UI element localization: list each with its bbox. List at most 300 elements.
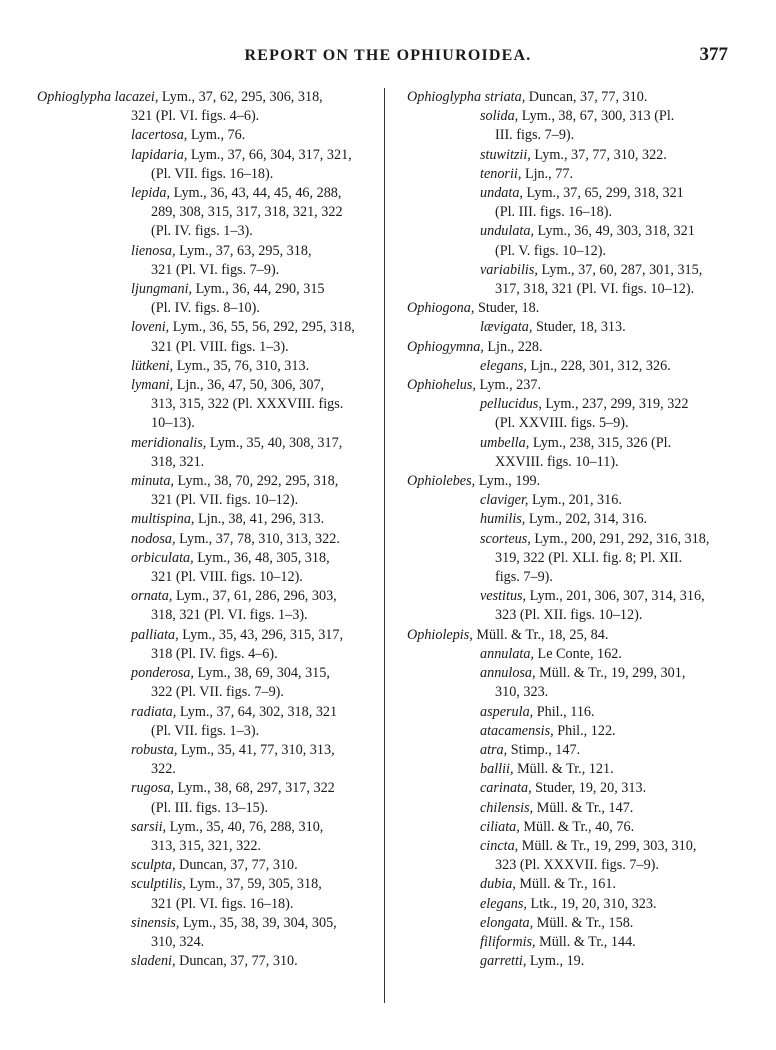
entry-continuation: [37, 606, 375, 625]
entry-line: [37, 779, 375, 798]
reference-text: Lym., 36, 48, 305, 318,: [197, 549, 330, 566]
species-name: sculptilis,: [131, 876, 190, 893]
reference-text: Lym., 38, 69, 304, 315,: [197, 665, 330, 682]
index-entry: [407, 875, 755, 894]
reference-text: Ljn., 36, 47, 50, 306, 307,: [176, 377, 325, 394]
index-entry: [407, 664, 755, 702]
reference-text: (Pl. V. figs. 10–12).: [495, 242, 607, 259]
entry-line: [37, 664, 375, 683]
reference-text: Lym., 201, 306, 307, 314, 316,: [529, 588, 705, 605]
species-name: elegans,: [480, 357, 531, 374]
entry-line: [407, 818, 755, 837]
reference-text: Studer, 18.: [477, 300, 540, 317]
species-name: dubia,: [480, 876, 520, 893]
reference-text: 323 (Pl. XXXVII. figs. 7–9).: [495, 857, 659, 874]
reference-text: Lym., 35, 43, 296, 315, 317,: [182, 626, 344, 643]
entry-line: [407, 107, 755, 126]
species-name: minuta,: [131, 473, 178, 490]
reference-text: 317, 318, 321 (Pl. VI. figs. 10–12).: [495, 281, 695, 298]
entry-line: [37, 126, 375, 145]
reference-text: Müll. & Tr., 158.: [536, 914, 634, 931]
reference-text: 323 (Pl. XII. figs. 10–12).: [495, 607, 643, 624]
reference-text: Lym., 237, 299, 319, 322: [545, 396, 689, 413]
reference-text: (Pl. IV. figs. 8–10).: [151, 300, 260, 317]
entry-continuation: [407, 568, 755, 587]
entry-continuation: [37, 799, 375, 818]
reference-text: Müll. & Tr., 144.: [539, 933, 636, 950]
index-entry: [407, 357, 755, 376]
reference-text: Lym., 37, 63, 295, 318,: [179, 242, 312, 259]
index-entry: [37, 875, 375, 913]
reference-text: Müll. & Tr., 161.: [519, 876, 617, 893]
index-entry: [407, 587, 755, 625]
reference-text: Lym., 36, 49, 303, 318, 321: [537, 223, 695, 240]
index-entry: [37, 126, 375, 145]
reference-text: Duncan, 37, 77, 310.: [179, 953, 298, 970]
reference-text: Phil., 122.: [557, 722, 616, 739]
reference-text: Lym., 237.: [479, 377, 541, 394]
entry-continuation: [37, 107, 375, 126]
species-name: claviger,: [480, 492, 533, 509]
genus-name: Ophiogona,: [407, 300, 478, 317]
entry-line: [407, 434, 755, 453]
entry-line: [407, 895, 755, 914]
species-name: rugosa,: [131, 780, 178, 797]
index-entry: [407, 895, 755, 914]
species-name: meridionalis,: [131, 434, 210, 451]
reference-text: (Pl. XXVIII. figs. 5–9).: [495, 415, 629, 432]
species-name: scorteus,: [480, 530, 535, 547]
reference-text: 321 (Pl. VIII. figs. 1–3).: [151, 338, 289, 355]
index-entry: [407, 107, 755, 145]
entry-continuation: [407, 242, 755, 261]
index-entry: [37, 318, 375, 356]
reference-text: Phil., 116.: [536, 703, 595, 720]
reference-text: Lym., 37, 64, 302, 318, 321: [179, 703, 338, 720]
entry-line: [37, 184, 375, 203]
entry-line: [407, 914, 755, 933]
entry-line: [407, 530, 755, 549]
entry-line: [407, 357, 755, 376]
reference-text: 322 (Pl. VII. figs. 7–9).: [151, 684, 284, 701]
index-entry: [407, 530, 755, 588]
index-entry: [37, 779, 375, 817]
entry-continuation: [37, 895, 375, 914]
species-name: garretti,: [480, 953, 530, 970]
index-entry: [407, 434, 755, 472]
index-entry: [407, 703, 755, 722]
entry-line: [407, 395, 755, 414]
entry-line: [407, 875, 755, 894]
entry-continuation: [37, 760, 375, 779]
species-name: umbella,: [480, 434, 533, 451]
entry-line: [407, 799, 755, 818]
entry-line: [407, 741, 755, 760]
species-name: elongata,: [480, 914, 537, 931]
species-name: sinensis,: [131, 914, 184, 931]
index-entry: [407, 338, 755, 357]
index-entry: [407, 933, 755, 952]
reference-text: Lym., 76.: [190, 127, 246, 144]
index-entry: [407, 952, 755, 971]
entry-line: [407, 837, 755, 856]
index-entry: [37, 146, 375, 184]
reference-text: Müll. & Tr., 40, 76.: [523, 818, 635, 835]
reference-text: Lym., 35, 76, 310, 313.: [176, 357, 310, 374]
species-name: robusta,: [131, 741, 181, 758]
index-entry: [37, 376, 375, 434]
index-entry: [37, 472, 375, 510]
index-entry: [37, 280, 375, 318]
entry-continuation: [37, 203, 375, 222]
entry-continuation: [407, 203, 755, 222]
index-entry: [37, 626, 375, 664]
species-name: lepida,: [131, 185, 174, 202]
entry-continuation: [37, 395, 375, 414]
index-entry: [37, 741, 375, 779]
species-name: ballii,: [480, 761, 518, 778]
entry-line: [407, 587, 755, 606]
reference-text: Lym., 36, 43, 44, 45, 46, 288,: [173, 185, 342, 202]
entry-continuation: [37, 837, 375, 856]
species-name: ponderosa,: [131, 665, 198, 682]
index-entry: [407, 779, 755, 798]
index-entry: [407, 395, 755, 433]
species-name: annulata,: [480, 645, 538, 662]
species-name: ornata,: [131, 588, 176, 605]
index-entry: [407, 491, 755, 510]
species-name: lienosa,: [131, 242, 180, 259]
species-name: undulata,: [480, 223, 538, 240]
species-name: asperula,: [480, 703, 537, 720]
species-name: lacazei,: [114, 89, 162, 105]
index-entry: [407, 184, 755, 222]
species-name: lapidaria,: [131, 146, 191, 163]
reference-text: Lym., 238, 315, 326 (Pl.: [532, 434, 672, 451]
reference-text: Ljn., 38, 41, 296, 313.: [198, 511, 325, 528]
entry-continuation: [407, 126, 755, 145]
index-entry: [37, 703, 375, 741]
species-name: striata,: [484, 89, 529, 105]
reference-text: 321 (Pl. VI. figs. 4–6).: [131, 108, 260, 125]
reference-text: Müll. & Tr., 19, 299, 301,: [539, 665, 686, 682]
reference-text: 318 (Pl. IV. figs. 4–6).: [151, 645, 278, 662]
column-divider: [384, 88, 385, 1003]
entry-line: [37, 952, 375, 971]
reference-text: Lym., 37, 59, 305, 318,: [189, 876, 322, 893]
reference-text: Ljn., 228, 301, 312, 326.: [530, 357, 671, 374]
species-name: nodosa,: [131, 530, 180, 547]
reference-text: Lym., 201, 316.: [532, 492, 622, 509]
reference-text: Lym., 38, 68, 297, 317, 322: [177, 780, 335, 797]
species-name: lymani,: [131, 377, 177, 394]
species-name: multispina,: [131, 511, 199, 528]
entry-continuation: [37, 338, 375, 357]
index-entry: [37, 914, 375, 952]
species-name: undata,: [480, 185, 527, 202]
entry-continuation: [407, 549, 755, 568]
species-name: ljungmani,: [131, 281, 196, 298]
index-entry: [407, 741, 755, 760]
reference-text: XXVIII. figs. 10–11).: [495, 453, 619, 470]
index-entry: [407, 318, 755, 337]
entry-continuation: [37, 491, 375, 510]
entry-line: [37, 434, 375, 453]
species-name: radiata,: [131, 703, 180, 720]
species-name: vestitus,: [480, 588, 530, 605]
index-entry: [407, 222, 755, 260]
species-name: lütkeni,: [131, 357, 177, 374]
species-name: loveni,: [131, 319, 173, 336]
reference-text: 321 (Pl. VI. figs. 16–18).: [151, 895, 294, 912]
reference-text: Lym., 36, 44, 290, 315: [195, 281, 325, 298]
entry-line: [407, 703, 755, 722]
entry-line: [37, 88, 375, 107]
genus-name: Ophiohelus,: [407, 377, 480, 394]
index-entry: [37, 549, 375, 587]
species-name: humilis,: [480, 511, 529, 528]
entry-line: [407, 491, 755, 510]
reference-text: Lym., 38, 70, 292, 295, 318,: [177, 473, 339, 490]
species-name: variabilis,: [480, 261, 542, 278]
entry-continuation: [37, 722, 375, 741]
reference-text: 313, 315, 322 (Pl. XXXVIII. figs.: [151, 396, 344, 413]
reference-text: 321 (Pl. VIII. figs. 10–12).: [151, 569, 303, 586]
species-name: elegans,: [480, 895, 531, 912]
reference-text: Lym., 36, 55, 56, 292, 295, 318,: [172, 319, 355, 336]
species-name: stuwitzii,: [480, 146, 535, 163]
index-entry: [37, 242, 375, 280]
reference-text: Studer, 19, 20, 313.: [535, 780, 647, 797]
entry-line: [37, 741, 375, 760]
reference-text: Le Conte, 162.: [537, 645, 622, 662]
reference-text: III. figs. 7–9).: [495, 127, 575, 144]
reference-text: Lym., 37, 77, 310, 322.: [534, 146, 667, 163]
entry-line: [407, 779, 755, 798]
entry-line: [407, 626, 755, 645]
entry-line: [407, 952, 755, 971]
index-column-right: [407, 88, 755, 971]
species-name: sarsii,: [131, 818, 170, 835]
entry-line: [37, 626, 375, 645]
reference-text: Ltk., 19, 20, 310, 323.: [530, 895, 657, 912]
reference-text: Lym., 38, 67, 300, 313 (Pl.: [521, 108, 675, 125]
index-entry: [407, 837, 755, 875]
reference-text: Lym., 37, 78, 310, 313, 322.: [179, 530, 340, 547]
index-entry: [37, 510, 375, 529]
entry-line: [37, 357, 375, 376]
index-entry: [407, 472, 755, 491]
reference-text: Müll. & Tr., 19, 299, 303, 310,: [521, 837, 697, 854]
reference-text: (Pl. III. figs. 13–15).: [151, 799, 269, 816]
index-entry: [407, 299, 755, 318]
reference-text: Lym., 37, 62, 295, 306, 318,: [161, 89, 323, 105]
entry-line: [407, 146, 755, 165]
index-entry: [37, 664, 375, 702]
species-name: sladeni,: [131, 953, 180, 970]
entry-line: [407, 222, 755, 241]
entry-line: [37, 510, 375, 529]
entry-line: [37, 242, 375, 261]
reference-text: Lym., 35, 41, 77, 310, 313,: [180, 741, 335, 758]
species-name: annulosa,: [480, 665, 540, 682]
species-name: atacamensis,: [480, 722, 558, 739]
species-name: carinata,: [480, 780, 536, 797]
reference-text: figs. 7–9).: [495, 569, 553, 586]
entry-line: [37, 703, 375, 722]
species-name: atra,: [480, 741, 511, 758]
reference-text: Lym., 199.: [478, 473, 541, 490]
reference-text: 318, 321.: [151, 453, 205, 470]
entry-line: [407, 472, 755, 491]
entry-line: [407, 760, 755, 779]
index-entry: [37, 952, 375, 971]
reference-text: Lym., 37, 65, 299, 318, 321: [526, 185, 684, 202]
index-column-left: [37, 88, 375, 971]
entry-line: [407, 318, 755, 337]
entry-continuation: [37, 453, 375, 472]
species-name: chilensis,: [480, 799, 537, 816]
reference-text: Lym., 37, 60, 287, 301, 315,: [541, 261, 703, 278]
entry-continuation: [407, 453, 755, 472]
reference-text: Studer, 18, 313.: [535, 319, 626, 336]
index-entry: [407, 626, 755, 645]
species-name: tenorii,: [480, 165, 525, 182]
species-name: filiformis,: [480, 933, 540, 950]
reference-text: 310, 323.: [495, 684, 549, 701]
reference-text: Lym., 35, 38, 39, 304, 305,: [183, 914, 337, 931]
entry-line: [37, 146, 375, 165]
index-entry: [407, 88, 755, 107]
entry-continuation: [407, 856, 755, 875]
reference-text: 289, 308, 315, 317, 318, 321, 322: [151, 204, 343, 221]
entry-continuation: [407, 414, 755, 433]
entry-line: [407, 664, 755, 683]
genus-name: Ophiolepis,: [407, 626, 477, 643]
index-entry: [407, 914, 755, 933]
reference-text: Lym., 35, 40, 76, 288, 310,: [169, 818, 324, 835]
entry-line: [37, 549, 375, 568]
reference-text: Lym., 200, 291, 292, 316, 318,: [534, 530, 710, 547]
reference-text: 321 (Pl. VI. figs. 7–9).: [151, 261, 280, 278]
reference-text: Duncan, 37, 77, 310.: [179, 857, 298, 874]
entry-line: [407, 376, 755, 395]
entry-line: [37, 318, 375, 337]
entry-line: [407, 88, 755, 107]
reference-text: Lym., 19.: [529, 953, 585, 970]
reference-text: Müll. & Tr., 121.: [517, 761, 614, 778]
reference-text: Müll. & Tr., 147.: [536, 799, 634, 816]
entry-continuation: [37, 645, 375, 664]
index-entry: [407, 510, 755, 529]
reference-text: 319, 322 (Pl. XLI. fig. 8; Pl. XII.: [495, 549, 683, 566]
entry-line: [37, 472, 375, 491]
index-entry: [407, 722, 755, 741]
entry-line: [407, 645, 755, 664]
species-name: lacertosa,: [131, 127, 191, 144]
reference-text: (Pl. VII. figs. 16–18).: [151, 165, 274, 182]
entry-line: [37, 875, 375, 894]
entry-line: [37, 376, 375, 395]
genus-name: Ophioglypha: [407, 89, 485, 105]
reference-text: 321 (Pl. VII. figs. 10–12).: [151, 492, 299, 509]
index-entry: [37, 357, 375, 376]
species-name: pellucidus,: [480, 396, 546, 413]
genus-name: Ophioglypha: [37, 89, 115, 105]
index-entry: [37, 818, 375, 856]
index-entry: [407, 376, 755, 395]
reference-text: (Pl. VII. figs. 1–3).: [151, 722, 260, 739]
running-header: REPORT ON THE OPHIUROIDEA.: [244, 47, 532, 64]
entry-line: [407, 261, 755, 280]
entry-line: [37, 856, 375, 875]
index-entry: [37, 530, 375, 549]
species-name: cincta,: [480, 837, 522, 854]
index-entry: [407, 165, 755, 184]
entry-continuation: [407, 683, 755, 702]
species-name: solida,: [480, 108, 522, 125]
index-entry: [37, 587, 375, 625]
index-entry: [407, 645, 755, 664]
index-entry: [407, 261, 755, 299]
species-name: palliata,: [131, 626, 183, 643]
reference-text: Lym., 202, 314, 316.: [528, 511, 648, 528]
index-entry: [407, 818, 755, 837]
entry-line: [407, 184, 755, 203]
index-entry: [37, 856, 375, 875]
entry-continuation: [37, 414, 375, 433]
entry-line: [37, 530, 375, 549]
reference-text: 313, 315, 321, 322.: [151, 837, 261, 854]
genus-name: Ophiogymna,: [407, 338, 488, 355]
entry-continuation: [37, 261, 375, 280]
index-entry: [37, 434, 375, 472]
entry-continuation: [37, 299, 375, 318]
reference-text: Duncan, 37, 77, 310.: [528, 89, 648, 105]
entry-continuation: [37, 222, 375, 241]
reference-text: Lym., 37, 66, 304, 317, 321,: [190, 146, 352, 163]
reference-text: 322.: [151, 761, 176, 778]
entry-continuation: [407, 606, 755, 625]
entry-continuation: [37, 165, 375, 184]
species-name: sculpta,: [131, 857, 180, 874]
entry-line: [37, 280, 375, 299]
reference-text: Ljn., 228.: [487, 338, 543, 355]
entry-line: [37, 818, 375, 837]
reference-text: Müll. & Tr., 18, 25, 84.: [476, 626, 609, 643]
index-entry: [37, 184, 375, 242]
index-entry: [37, 88, 375, 126]
entry-line: [37, 587, 375, 606]
reference-text: (Pl. IV. figs. 1–3).: [151, 223, 253, 240]
reference-text: 310, 324.: [151, 933, 205, 950]
reference-text: Lym., 37, 61, 286, 296, 303,: [175, 588, 337, 605]
reference-text: (Pl. III. figs. 16–18).: [495, 204, 613, 221]
reference-text: 10–13).: [151, 415, 195, 432]
entry-line: [407, 510, 755, 529]
index-entry: [407, 760, 755, 779]
reference-text: Lym., 35, 40, 308, 317,: [209, 434, 343, 451]
entry-continuation: [37, 933, 375, 952]
entry-continuation: [37, 568, 375, 587]
species-name: orbiculata,: [131, 549, 198, 566]
species-name: ciliata,: [480, 818, 524, 835]
reference-text: 318, 321 (Pl. VI. figs. 1–3).: [151, 607, 308, 624]
index-entry: [407, 146, 755, 165]
page-number: 377: [699, 44, 728, 65]
index-entry: [407, 799, 755, 818]
entry-line: [407, 165, 755, 184]
